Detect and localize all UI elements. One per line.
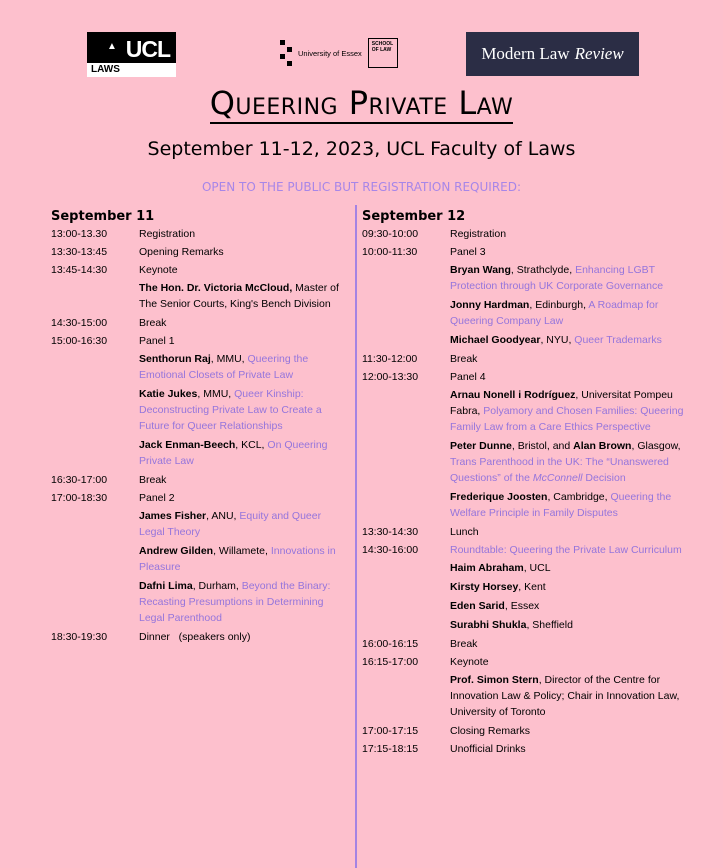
talk-item: James Fisher, ANU, Equity and Queer Legal Theory — [139, 510, 322, 538]
ucl-dome-icon: ▲ — [107, 41, 117, 52]
schedule-row: 17:15-18:15 Unofficial Drinks — [362, 743, 526, 755]
roundtable-speaker: Eden Sarid, Essex — [450, 600, 540, 612]
talk-item: Bryan Wang, Strathclyde, Enhancing LGBT Protection through UK Corporate Governance — [450, 264, 664, 292]
roundtable-speaker: Kirsty Horsey, Kent — [450, 581, 546, 593]
keynote-speaker: The Hon. Dr. Victoria McCloud, Master of The Senior Courts, King's Bench Division — [139, 282, 339, 310]
schedule-row: 16:30-17:00 Break — [51, 474, 167, 486]
schedule-row: 13:30-13:45 Opening Remarks — [51, 246, 224, 258]
schedule-row: 18:30-19:30 Dinner (speakers only) — [51, 631, 251, 643]
schedule-row: 16:15-17:00 Keynote — [362, 656, 489, 668]
talk-item: Senthorun Raj, MMU, Queering the Emotional Closets of Private Law — [139, 353, 309, 381]
ucl-laws-logo: ▲ UCL LAWS — [87, 32, 176, 77]
roundtable-speaker: Haim Abraham, UCL — [450, 562, 551, 574]
schedule-row: 09:30-10:00 Registration — [362, 228, 507, 240]
talk-item: Jonny Hardman, Edinburgh, A Roadmap for Queering Company Law — [450, 299, 659, 327]
event-dates: September 11-12, 2023, UCL Faculty of Laws — [147, 138, 576, 160]
day-2-schedule — [362, 208, 692, 759]
university-of-essex-logo: University of Essex SCHOOL OF LAW — [280, 37, 398, 69]
schedule-row: 17:00-17:15 Closing Remarks — [362, 725, 530, 737]
schedule-row: 15:00-16:30 Panel 1 — [51, 335, 175, 347]
talk-item: Michael Goodyear, NYU, Queer Trademarks — [450, 334, 662, 346]
talk-item: Katie Jukes, MMU, Queer Kinship: Deconstructing Private Law to Create a Future for Queer Relationships — [139, 388, 322, 432]
schedule-row: 13:00-13.30 Registration — [51, 228, 196, 240]
schedule-row: 14:30-15:00 Break — [51, 317, 167, 329]
day-heading: September 12 — [362, 209, 466, 224]
schedule-row: 12:00-13:30 Panel 4 — [362, 371, 486, 383]
schedule-row: 16:00-16:15 Break — [362, 638, 478, 650]
keynote-speaker: Prof. Simon Stern, Director of the Centre for Innovation Law & Policy; Chair in Innovation Law, University of Toronto — [450, 674, 680, 718]
essex-mark-icon — [280, 40, 292, 66]
column-divider — [355, 205, 357, 868]
talk-item: Peter Dunne, Bristol, and Alan Brown, Glasgow, Trans Parenthood in the UK: The “Unanswered Questions” of the McConnell Decision — [450, 440, 681, 484]
day-heading: September 11 — [51, 209, 155, 224]
schedule-row: 17:00-18:30 Panel 2 — [51, 492, 175, 504]
schedule-row: 11:30-12:00 Break — [362, 353, 478, 365]
schedule-row: 13:45-14:30 Keynote — [51, 264, 178, 276]
day-1-schedule — [51, 208, 349, 647]
roundtable-speaker: Surabhi Shukla, Sheffield — [450, 619, 573, 631]
talk-item: Frederique Joosten, Cambridge, Queering the Welfare Principle in Family Disputes — [450, 491, 672, 519]
talk-item: Arnau Nonell i Rodríguez, Universitat Pompeu Fabra, Polyamory and Chosen Families: Queering Family Law from a Care Ethics Perspective — [450, 389, 684, 433]
schedule-row: 10:00-11:30 Panel 3 — [362, 246, 486, 258]
page-title: Queering Private Law — [209, 84, 514, 122]
talk-item: Andrew Gilden, Willamete, Innovations in Pleasure — [139, 545, 336, 573]
registration-notice: OPEN TO THE PUBLIC BUT REGISTRATION REQUIRED: — [201, 180, 522, 194]
talk-item: Jack Enman-Beech, KCL, On Queering Private Law — [139, 439, 328, 467]
schedule-row: 14:30-16:00 Roundtable: Queering the Private Law Curriculum — [362, 544, 682, 556]
talk-item: Dafni Lima, Durham, Beyond the Binary: Recasting Presumptions in Determining Legal Parenthood — [139, 580, 331, 624]
modern-law-review-logo: Modern Law Review — [466, 32, 639, 76]
schedule-row: 13:30-14:30 Lunch — [362, 526, 479, 538]
